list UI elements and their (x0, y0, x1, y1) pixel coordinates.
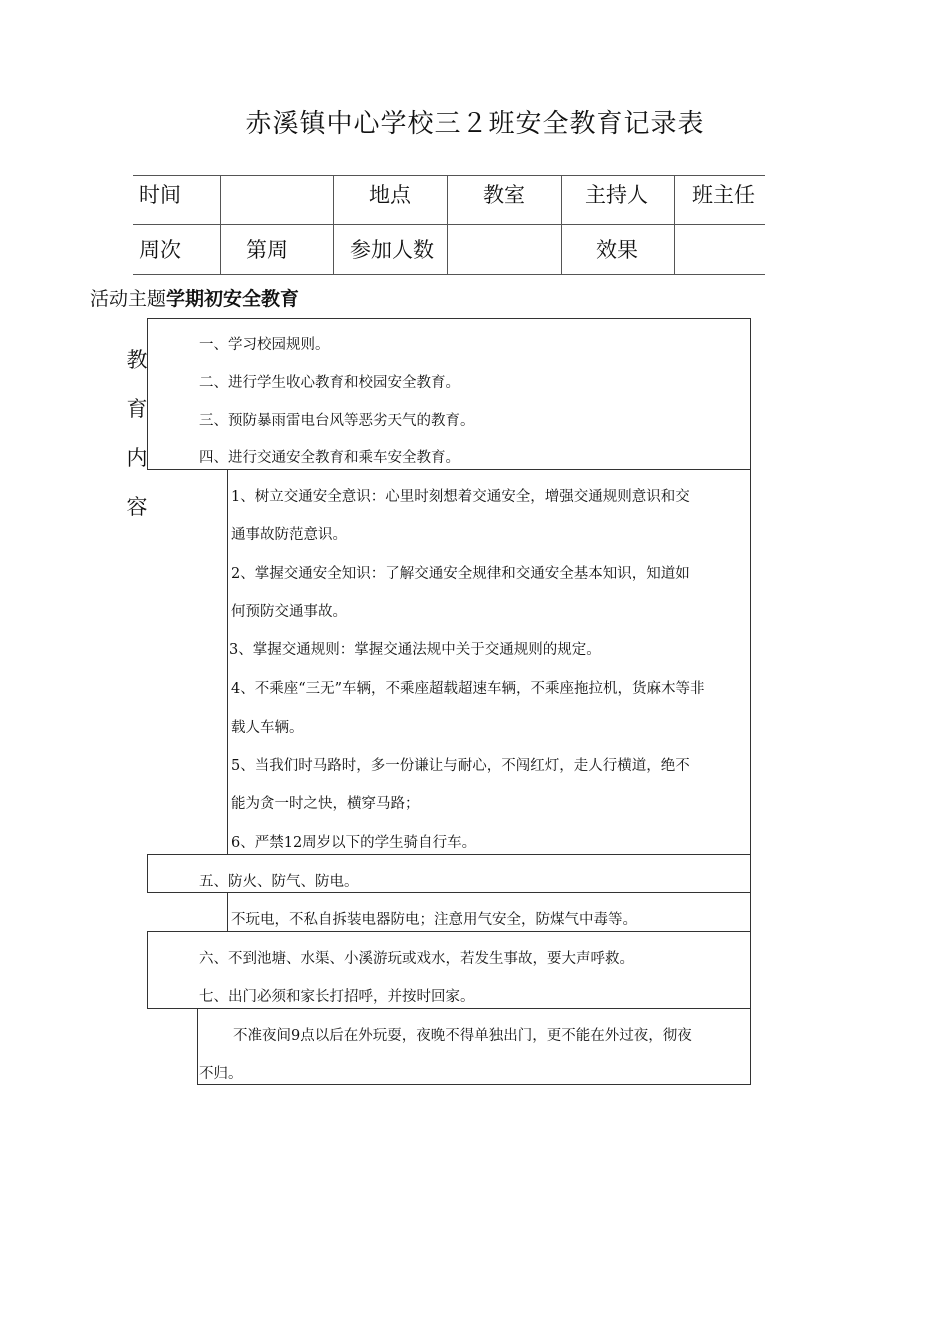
header-place-value: 教室 (483, 183, 525, 207)
content-line: 七、出门必须和家长打招呼，并按时回家。 (199, 989, 475, 1005)
content-line: 载人车辆。 (231, 720, 304, 736)
content-line: 5、当我们时马路时，多一份谦让与耐心，不闯红灯，走人行横道，绝不 (231, 758, 690, 774)
content-line: 五、防火、防气、防电。 (199, 874, 359, 890)
content-label-char: 教 (126, 348, 148, 372)
header-week-label: 周次 (139, 238, 181, 262)
content-line: 通事故防范意识。 (231, 527, 347, 543)
theme-value: 学期初安全教育 (166, 288, 300, 310)
content-line: 4、不乘座“三无”车辆，不乘座超载超速车辆，不乘座拖拉机，货麻木等非 (231, 681, 705, 697)
content-line: 6、严禁12周岁以下的学生骑自行车。 (231, 835, 477, 851)
header-week-value: 第周 (246, 238, 288, 262)
activity-theme (90, 284, 299, 311)
content-line: 四、进行交通安全教育和乘车安全教育。 (199, 450, 460, 466)
content-line: 不准夜间9点以后在外玩耍，夜晚不得单独出门，更不能在外过夜，彻夜 (233, 1028, 692, 1044)
content-line: 不归。 (199, 1066, 243, 1082)
content-label-char: 育 (126, 397, 148, 421)
content-line: 三、预防暴雨雷电台风等恶劣天气的教育。 (199, 413, 475, 429)
header-table (133, 175, 765, 275)
theme-label: 活动主题 (90, 288, 167, 310)
content-line: 六、不到池塘、水渠、小溪游玩或戏水，若发生事故，要大声呼救。 (199, 951, 634, 967)
header-participants-label: 参加人数 (350, 238, 434, 262)
content-label-char: 内 (126, 446, 148, 470)
header-time-label: 时间 (139, 183, 181, 207)
header-host-label: 主持人 (585, 183, 648, 207)
content-line: 2、掌握交通安全知识：了解交通安全规律和交通安全基本知识，知道如 (231, 566, 690, 582)
content-box-f (197, 1008, 751, 1085)
header-effect-label: 效果 (596, 238, 638, 262)
content-line: 不玩电，不私自拆装电器防电；注意用气安全，防煤气中毒等。 (231, 912, 637, 928)
header-place-label: 地点 (369, 183, 411, 207)
content-line: 能为贪一时之快，横穿马路； (231, 796, 420, 812)
content-line: 3、掌握交通规则：掌握交通法规中关于交通规则的规定。 (229, 642, 601, 658)
content-line: 一、学习校园规则。 (199, 337, 330, 353)
content-line: 1、树立交通安全意识：心里时刻想着交通安全，增强交通规则意识和交 (231, 489, 690, 505)
page-title: 赤溪镇中心学校三２班安全教育记录表 (245, 109, 705, 139)
content-line: 何预防交通事故。 (231, 604, 347, 620)
header-host-value: 班主任 (692, 183, 755, 207)
content-line: 二、进行学生收心教育和校园安全教育。 (199, 375, 460, 391)
content-label-char: 容 (126, 495, 148, 519)
